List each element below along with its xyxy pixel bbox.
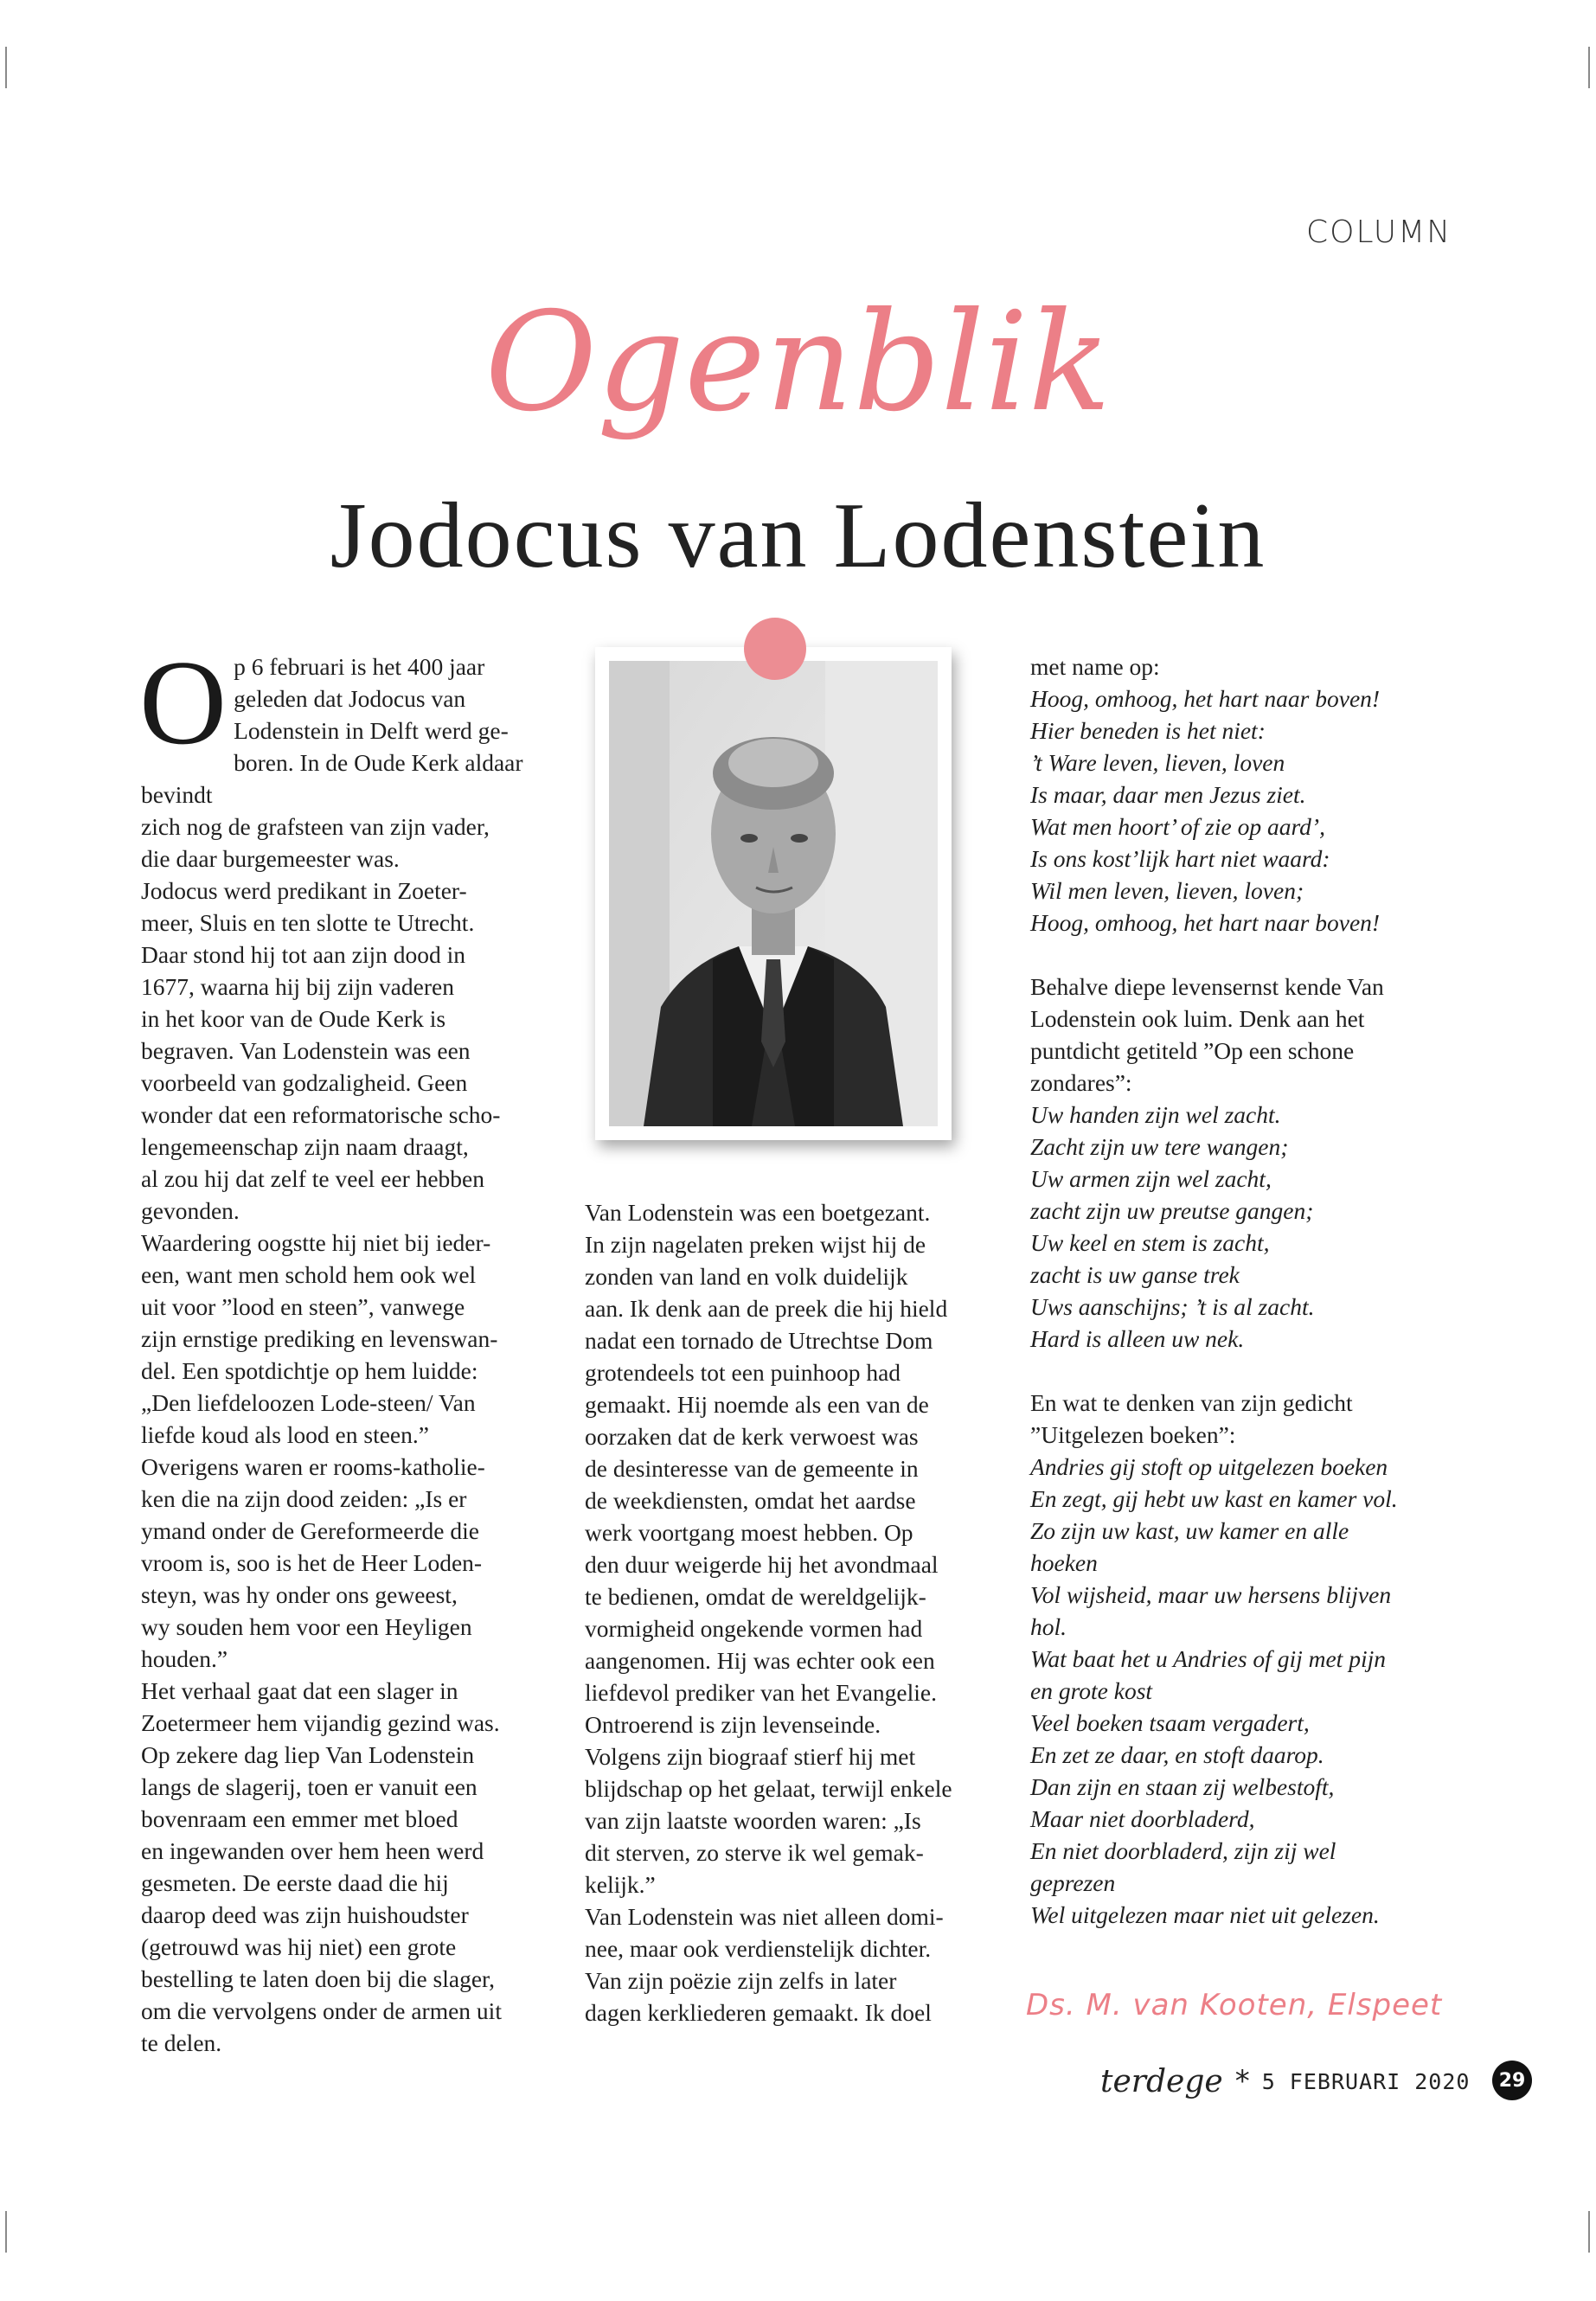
verse-line: Wat baat het u Andries of gij met pijn <box>1030 1645 1386 1672</box>
text-line: werk voortgang moest hebben. Op <box>585 1519 913 1546</box>
page-number: 29 <box>1492 2061 1532 2100</box>
text-line: wy souden hem voor een Heyligen <box>141 1613 472 1640</box>
verse-line: En niet doorbladerd, zijn zij wel <box>1030 1837 1336 1864</box>
article-title: Jodocus van Lodenstein <box>330 484 1266 587</box>
author-signature: Ds. M. van Kooten, Elspeet <box>1026 1988 1443 2022</box>
text-line: nee, maar ook verdienstelijk dichter. <box>585 1935 932 1962</box>
verse-line: Uw handen zijn wel zacht. <box>1030 1101 1281 1128</box>
verse-line: Wat men hoort’ of zie op aard’, <box>1030 813 1325 840</box>
text-line: aangenomen. Hij was echter ook een <box>585 1647 935 1674</box>
verse-line: Uws aanschijns; ’t is al zacht. <box>1030 1293 1315 1320</box>
column-1-text <box>139 636 539 2059</box>
text-line: Overigens waren er rooms-katholie- <box>141 1453 485 1480</box>
verse-line: geprezen <box>1030 1869 1116 1896</box>
column-3 <box>1030 651 1454 1931</box>
crop-mark-top-right <box>1588 47 1590 88</box>
text-line: Daar stond hij tot aan zijn dood in <box>141 941 465 968</box>
text-line: Van Lodenstein was niet alleen domi- <box>585 1903 944 1930</box>
photo-pin <box>744 618 806 680</box>
text-line: bovenraam een emmer met bloed <box>141 1805 458 1832</box>
verse-line: hol. <box>1030 1613 1067 1640</box>
text-line: om die vervolgens onder de armen uit <box>141 1997 502 2024</box>
column-2 <box>585 1196 983 2029</box>
verse-line: Hier beneden is het niet: <box>1030 717 1266 744</box>
text-line: meer, Sluis en ten slotte te Utrecht. <box>141 909 475 936</box>
text-line: p 6 februari is het 400 jaar <box>234 653 485 680</box>
text-line: uit voor ”lood en steen”, vanwege <box>141 1293 465 1320</box>
column-2-text <box>585 1196 983 2029</box>
column-3-intro: met name op: <box>1030 653 1160 680</box>
verse-line: Veel boeken tsaam vergadert, <box>1030 1709 1310 1736</box>
column-1 <box>139 636 539 2059</box>
text-line: nadat een tornado de Utrechtse Dom <box>585 1327 933 1354</box>
verse-line: zacht zijn uw preutse gangen; <box>1030 1197 1314 1224</box>
verse-line: Hoog, omhoog, het hart naar boven! <box>1030 685 1381 712</box>
text-line: grotendeels tot een puinhoop had <box>585 1359 901 1386</box>
text-line: gemaakt. Hij noemde als een van de <box>585 1391 929 1418</box>
verse-line: Wel uitgelezen maar niet uit gelezen. <box>1030 1901 1380 1928</box>
poem-schone-zondares <box>1030 1099 1454 1355</box>
text-line: die daar burgemeester was. <box>141 845 400 872</box>
section-label: COLUMN <box>1306 215 1452 250</box>
verse-line: Zacht zijn uw tere wangen; <box>1030 1133 1289 1160</box>
verse-line: Is ons kost’lijk hart niet waard: <box>1030 845 1330 872</box>
text-line: gevonden. <box>141 1197 240 1224</box>
text-line: zijn ernstige prediking en levenswan- <box>141 1325 498 1352</box>
text-line: lengemeenschap zijn naam draagt, <box>141 1133 469 1160</box>
text-line: Van Lodenstein was een boetgezant. <box>585 1199 931 1226</box>
text-line: dit sterven, zo sterve ik wel gemak- <box>585 1839 924 1866</box>
drop-cap: O <box>139 636 228 770</box>
text-line: in het koor van de Oude Kerk is <box>141 1005 446 1032</box>
verse-line: Is maar, daar men Jezus ziet. <box>1030 781 1306 808</box>
text-line: Zoetermeer hem vijandig gezind was. <box>141 1709 500 1736</box>
footer-separator-icon: * <box>1234 2064 1250 2099</box>
text-line: de desinteresse van de gemeente in <box>585 1455 919 1482</box>
text-line: wonder dat een reformatorische scho- <box>141 1101 501 1128</box>
text-line: Lodenstein ook luim. Denk aan het <box>1030 1005 1365 1032</box>
text-line: liefdevol prediker van het Evangelie. <box>585 1679 937 1706</box>
text-line: Waardering oogstte hij niet bij ieder- <box>141 1229 491 1256</box>
verse-line: zacht is uw ganse trek <box>1030 1261 1240 1288</box>
text-line: de weekdiensten, omdat het aardse <box>585 1487 916 1514</box>
verse-line: En zet ze daar, en stoft daarop. <box>1030 1741 1324 1768</box>
text-line: aan. Ik denk aan de preek die hij hield <box>585 1295 948 1322</box>
portrait-image <box>609 661 938 1126</box>
text-line: boren. In de Oude Kerk aldaar bevindt <box>141 749 523 808</box>
verse-line: Uw keel en stem is zacht, <box>1030 1229 1270 1256</box>
text-line: zonden van land en volk duidelijk <box>585 1263 908 1290</box>
verse-line: Maar niet doorbladerd, <box>1030 1805 1255 1832</box>
column-kicker: Ogenblik <box>484 283 1112 442</box>
text-line: bestelling te laten doen bij die slager, <box>141 1965 495 1992</box>
text-line: begraven. Van Lodenstein was een <box>141 1037 471 1064</box>
text-line: 1677, waarna hij bij zijn vaderen <box>141 973 454 1000</box>
text-line: ”Uitgelezen boeken”: <box>1030 1421 1236 1448</box>
text-line: en ingewanden over hem heen werd <box>141 1837 484 1864</box>
text-line: zondares”: <box>1030 1069 1132 1096</box>
text-line: voorbeeld van godzaligheid. Geen <box>141 1069 468 1096</box>
column-3-paragraph-2 <box>1030 971 1454 1099</box>
text-line: Volgens zijn biograaf stierf hij met <box>585 1743 916 1770</box>
verse-line: hoeken <box>1030 1549 1098 1576</box>
text-line: zich nog de grafsteen van zijn vader, <box>141 813 490 840</box>
page-footer <box>1100 2059 1470 2104</box>
text-line: ken die na zijn dood zeiden: „Is er <box>141 1485 467 1512</box>
magazine-brand: terdege <box>1100 2063 1223 2099</box>
verse-line: Zo zijn uw kast, uw kamer en alle <box>1030 1517 1349 1544</box>
verse-line: Uw armen zijn wel zacht, <box>1030 1165 1272 1192</box>
issue-date: 5 FEBRUARI 2020 <box>1261 2068 1471 2094</box>
verse-line: Dan zijn en staan zij welbestoft, <box>1030 1773 1335 1800</box>
text-line: Jodocus werd predikant in Zoeter- <box>141 877 467 904</box>
text-line: puntdicht getiteld ”Op een schone <box>1030 1037 1355 1064</box>
crop-mark-bottom-left <box>5 2211 7 2253</box>
text-line: gesmeten. De eerste daad die hij <box>141 1869 449 1896</box>
portrait-photo <box>595 647 952 1140</box>
text-line: al zou hij dat zelf te veel eer hebben <box>141 1165 485 1192</box>
text-line: den duur weigerde hij het avondmaal <box>585 1551 939 1578</box>
text-line: vormigheid ongekende vormen had <box>585 1615 923 1642</box>
text-line: Ontroerend is zijn levenseinde. <box>585 1711 881 1738</box>
text-line: langs de slagerij, toen er vanuit een <box>141 1773 478 1800</box>
verse-line: Vol wijsheid, maar uw hersens blijven <box>1030 1581 1392 1608</box>
crop-mark-top-left <box>5 47 7 88</box>
text-line: In zijn nagelaten preken wijst hij de <box>585 1231 926 1258</box>
verse-line: Hard is alleen uw nek. <box>1030 1325 1245 1352</box>
text-line: del. Een spotdichtje op hem luidde: <box>141 1357 478 1384</box>
text-line: (getrouwd was hij niet) een grote <box>141 1933 457 1960</box>
text-line: te bedienen, omdat de wereldgelijk- <box>585 1583 926 1610</box>
text-line: blijdschap op het gelaat, terwijl enkele <box>585 1775 952 1802</box>
text-line: Van zijn poëzie zijn zelfs in later <box>585 1967 897 1994</box>
text-line: Op zekere dag liep Van Lodenstein <box>141 1741 475 1768</box>
text-line: te delen. <box>141 2029 222 2056</box>
text-line: een, want men schold hem ook wel <box>141 1261 477 1288</box>
text-line: steyn, was hy onder ons geweest, <box>141 1581 458 1608</box>
column-3-paragraph-3 <box>1030 1387 1454 1451</box>
verse-line: en grote kost <box>1030 1677 1153 1704</box>
text-line: „Den liefdeloozen Lode-steen/ Van <box>141 1389 476 1416</box>
poem-uitgelezen-boeken <box>1030 1451 1454 1931</box>
text-line: vroom is, soo is het de Heer Loden- <box>141 1549 483 1576</box>
text-line: houden.” <box>141 1645 228 1672</box>
text-line: geleden dat Jodocus van <box>234 685 466 712</box>
text-line: Behalve diepe levensernst kende Van <box>1030 973 1384 1000</box>
text-line: dagen kerkliederen gemaakt. Ik doel <box>585 1999 932 2026</box>
verse-line: Hoog, omhoog, het hart naar boven! <box>1030 909 1381 936</box>
verse-line: Andries gij stoft op uitgelezen boeken <box>1030 1453 1388 1480</box>
text-line: Het verhaal gaat dat een slager in <box>141 1677 458 1704</box>
poem-hoog-omhoog <box>1030 683 1454 939</box>
text-line: Lodenstein in Delft werd ge- <box>234 717 509 744</box>
text-line: En wat te denken van zijn gedicht <box>1030 1389 1353 1416</box>
text-line: daarop deed was zijn huishoudster <box>141 1901 469 1928</box>
text-line: oorzaken dat de kerk verwoest was <box>585 1423 919 1450</box>
verse-line: Wil men leven, lieven, loven; <box>1030 877 1304 904</box>
text-line: ymand onder de Gereformeerde die <box>141 1517 479 1544</box>
text-line: liefde koud als lood en steen.” <box>141 1421 429 1448</box>
text-line: van zijn laatste woorden waren: „Is <box>585 1807 921 1834</box>
text-line: kelijk.” <box>585 1871 656 1898</box>
crop-mark-bottom-right <box>1588 2211 1590 2253</box>
verse-line: En zegt, gij hebt uw kast en kamer vol. <box>1030 1485 1398 1512</box>
verse-line: ’t Ware leven, lieven, loven <box>1030 749 1285 776</box>
